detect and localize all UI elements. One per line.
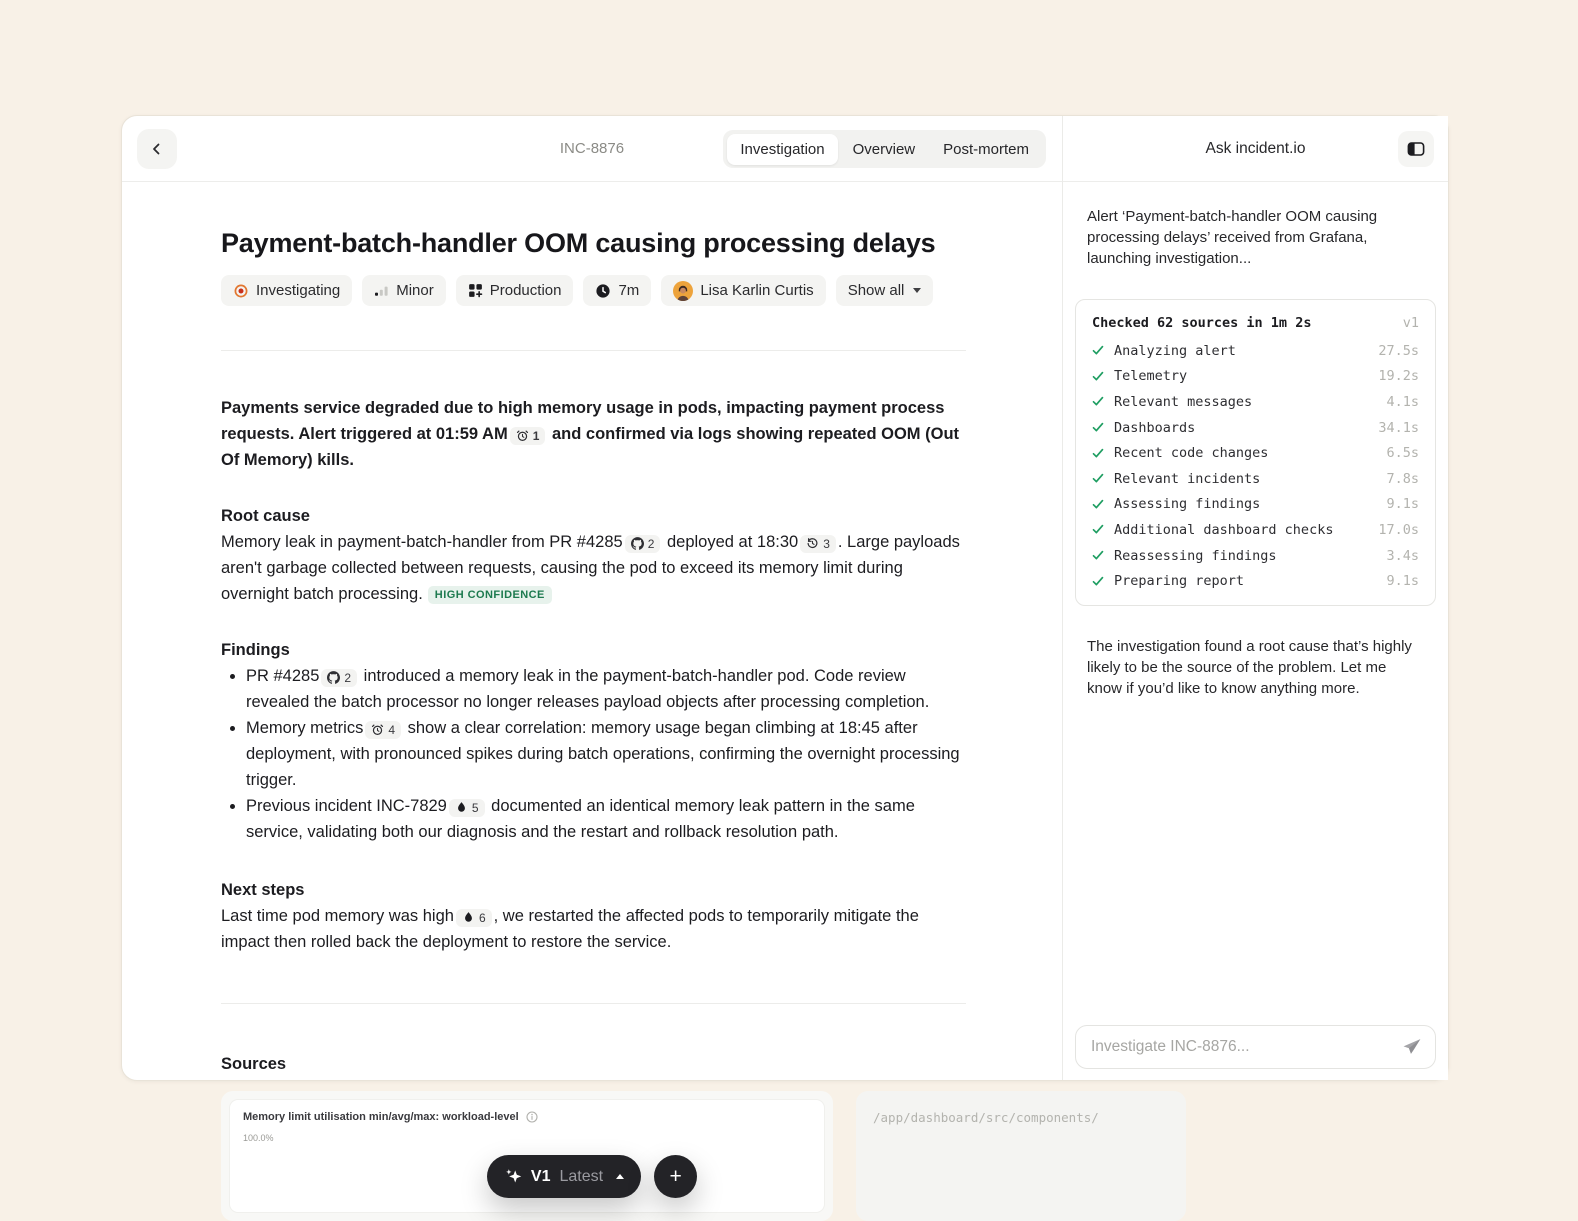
check-icon [1092,345,1104,356]
info-icon [526,1111,538,1123]
version-label: V1 [530,1167,551,1185]
environment-badge[interactable] [456,275,574,306]
check-row: Relevant messages 4.1s [1092,389,1419,415]
check-row: Assessing findings 9.1s [1092,492,1419,518]
version-pill-button[interactable] [487,1155,641,1198]
citation-metrics[interactable]: 4 [365,721,401,739]
environment-label: Production [489,282,562,299]
github-icon [631,537,644,550]
check-icon [1092,550,1104,561]
check-card-header: Checked 62 sources in 1m 2s [1092,315,1312,331]
sources-heading: Sources [221,1055,287,1073]
check-row: Reassessing findings 3.4s [1092,543,1419,569]
check-icon [1092,524,1104,535]
flame-icon [462,911,475,924]
assistant-input[interactable] [1089,1037,1391,1057]
check-row: Analyzing alert 27.5s [1092,338,1419,364]
severity-badge[interactable] [362,275,446,306]
citation-incident[interactable]: 6 [456,909,492,927]
tab-overview[interactable]: Overview [840,134,929,165]
check-row: Telemetry 19.2s [1092,364,1419,390]
finding-item: • Previous incident INC-7829 5 documented an identical memory leak pattern in the same service, validating both our diagnosis and the restart and rollback resolution path. [246,793,966,845]
citation-pr[interactable]: 2 [625,535,661,553]
finding-item: • PR #4285 2 introduced a memory leak in the payment-batch-handler pod. Code review revealed the batch processor no longer releases payload objects after processing completion. [246,663,966,715]
status-label: Investigating [256,282,341,299]
send-icon [1401,1037,1422,1058]
chevron-up-icon [616,1174,624,1179]
next-steps-paragraph: Last time pod memory was high 6 , we restarted the affected pods to temporarily mitigate the impact then rolled back the deployment to restore the service. [221,907,919,951]
citation-pr[interactable]: 2 [321,669,357,687]
add-button[interactable] [654,1155,697,1198]
grid-icon [468,283,483,298]
clock-icon [595,283,611,299]
check-row: Relevant incidents 7.8s [1092,466,1419,492]
divider [221,1003,966,1004]
history-icon [806,537,819,550]
sources-check-card [1075,299,1436,606]
severity-bars-icon [374,283,389,298]
divider [221,350,966,351]
floating-controls [122,1155,1062,1198]
show-all-label: Show all [847,282,905,299]
panel-toggle-icon [1407,140,1425,158]
avatar [673,281,693,301]
assistant-input-area [1063,1025,1448,1080]
check-icon [1092,448,1104,459]
findings-heading: Findings [221,641,290,659]
citation-alert[interactable]: 1 [510,427,546,445]
check-card-version: v1 [1402,315,1419,331]
root-cause-paragraph: Memory leak in payment-batch-handler from PR #4285 2 deployed at 18:30 3 . Large payloads aren't garbage collected between requests, causing the pod to exceed its memory limit during overnight batch processing. HIGH CONFIDENCE [221,533,960,603]
duration-badge[interactable] [583,275,651,306]
tab-investigation[interactable]: Investigation [727,134,837,165]
check-icon [1092,473,1104,484]
page-title: Payment-batch-handler OOM causing processing delays [221,228,936,258]
incident-id: INC-8876 [559,140,625,157]
check-icon [1092,576,1104,587]
next-steps-heading: Next steps [221,881,305,899]
severity-label: Minor [396,282,434,299]
check-row: Dashboards 34.1s [1092,415,1419,441]
panel-toggle-button[interactable] [1398,131,1434,167]
finding-item: • Memory metrics 4 show a clear correlation: memory usage began climbing at 18:45 after deployment, with pronounced spikes during batch operations, confirming the overnight processing trigger. [246,715,966,793]
chart-title: Memory limit utilisation min/avg/max: workload-level [243,1111,519,1123]
tab-post-mortem[interactable]: Post-mortem [930,134,1042,165]
assistant-chat [1063,182,1448,1025]
assistant-message-intro: Alert ‘Payment-batch-handler OOM causing processing delays’ received from Grafana, launching investigation... [1087,208,1378,267]
duration-label: 7m [618,282,640,299]
lead-label: Lisa Karlin Curtis [700,282,814,299]
alarm-icon [371,723,384,736]
chevron-left-icon [149,141,165,157]
main-header [122,116,1062,182]
assistant-input-box [1075,1025,1436,1069]
chevron-down-icon [913,288,921,293]
github-icon [327,671,340,684]
findings-list [221,663,966,845]
back-button[interactable] [137,129,177,169]
check-icon [1092,422,1104,433]
citation-deploy[interactable]: 3 [800,535,836,553]
check-row: Recent code changes 6.5s [1092,440,1419,466]
check-icon [1092,396,1104,407]
sparkle-icon [505,1168,522,1185]
assistant-title: Ask incident.io [1205,139,1306,157]
check-row: Preparing report 9.1s [1092,568,1419,594]
flame-icon [455,801,468,814]
check-row: Additional dashboard checks 17.0s [1092,517,1419,543]
citation-incident[interactable]: 5 [449,799,485,817]
version-tag: Latest [559,1167,604,1185]
plus-icon: + [669,1164,682,1188]
status-investigating-icon [233,283,249,299]
main-scroll [122,182,1099,1221]
alarm-icon [516,429,529,442]
confidence-badge: HIGH CONFIDENCE [428,586,552,604]
root-cause-heading: Root cause [221,507,310,525]
incident-window [121,115,1449,1188]
show-all-button[interactable] [836,275,934,306]
main-panel [122,116,1099,1188]
code-path: /app/dashboard/src/components/ [873,1110,1099,1125]
chart-axis-label: 100.0% [243,1133,274,1143]
lead-badge[interactable] [661,275,825,306]
assistant-message-summary: The investigation found a root cause that’s highly likely to be the source of the problem. Let me know if you’d like to know anything more. [1087,637,1412,697]
check-icon [1092,499,1104,510]
tab-group [723,130,1046,168]
check-icon [1092,371,1104,382]
send-button[interactable] [1401,1037,1422,1058]
summary-paragraph: Payments service degraded due to high memory usage in pods, impacting payment process requests. Alert triggered at 01:59 AM 1 and confirmed via logs showing repeated OOM (Out Of Memory) kills. [221,399,960,469]
badge-row [221,275,966,306]
status-badge[interactable] [221,275,352,306]
assistant-panel [1063,116,1448,1080]
assistant-header [1063,116,1448,182]
